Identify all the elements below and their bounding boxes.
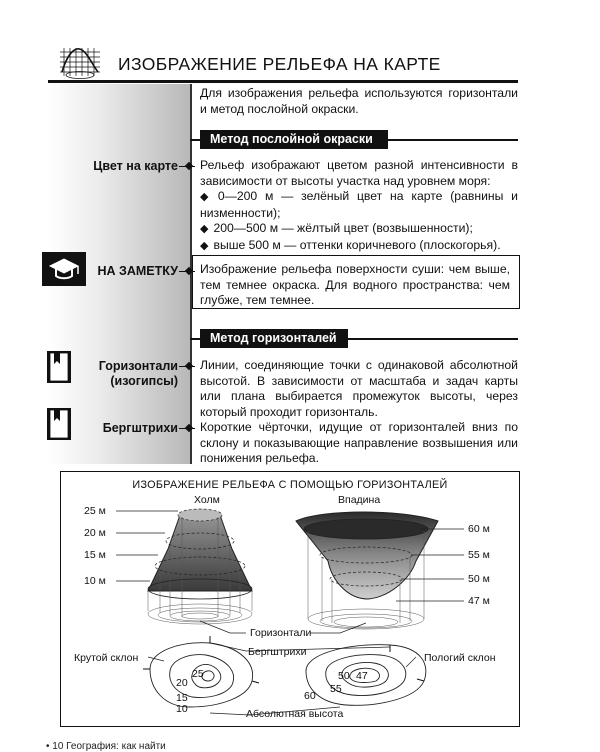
bergstrokes-caption: Бергштрихи <box>248 646 307 658</box>
contours-label-line1: Горизонтали <box>98 359 178 373</box>
depression-map-value: 55 <box>330 683 342 695</box>
hill-level-label: 15 м <box>84 549 106 561</box>
graduation-cap-icon <box>42 252 86 286</box>
bergstrokes-label: Бергштрихи <box>102 421 178 435</box>
bullet-item: выше 500 м — оттенки коричневого (плоскогорья). <box>213 237 501 252</box>
page-footer: • 10 География: как найти <box>46 741 166 752</box>
intro-text: Для изображения рельефа используются горизонтали и метод послойной окраски. <box>200 86 518 116</box>
depression-level-label: 60 м <box>468 523 490 535</box>
relief-figure-drawing <box>60 471 520 727</box>
depression-map-value: 50 <box>338 670 350 682</box>
hill-shape <box>148 509 252 599</box>
gentle-slope-caption: Пологий склон <box>424 652 496 664</box>
contours-definition: Линии, соединяющие точки с одинаковой абсолютной высотой. В зависимости от масштаба и задач карты или плана выбирается промежуток высоты, через который проходит горизонталь. <box>200 358 518 419</box>
bergstrokes-definition: Короткие чёрточки, идущие от горизонталей вниз по склону и показывающие направление возвышения или понижения рельефа. <box>200 420 518 466</box>
bullet-diamond-icon: ◆ <box>200 191 213 204</box>
hill-map-value: 15 <box>176 692 188 704</box>
hill-map-value: 25 <box>192 668 204 680</box>
hill-label: Холм <box>194 494 220 506</box>
contours-label <box>80 359 178 389</box>
bookmark-book-icon <box>46 350 72 384</box>
page-title: ИЗОБРАЖЕНИЕ РЕЛЬЕФА НА КАРТЕ <box>118 54 441 74</box>
depression-map-value: 60 <box>304 690 316 702</box>
hill-level-label: 20 м <box>84 527 106 539</box>
layered-coloring-text <box>200 158 518 255</box>
depression-level-label: 47 м <box>468 595 490 607</box>
note-label: НА ЗАМЕТКУ <box>97 264 178 278</box>
section1-title: Метод послойной окраски <box>200 130 388 149</box>
depression-level-label: 50 м <box>468 573 490 585</box>
note-text: Изображение рельефа поверхности суши: чем выше, тем темнее окраска. Для водного пространства: чем глубже, тем темнее. <box>200 262 510 308</box>
hill-level-label: 10 м <box>84 575 106 587</box>
bullet-item: 200—500 м — жёлтый цвет (возвышенности); <box>213 221 473 236</box>
absolute-height-caption: Абсолютная высота <box>246 708 344 720</box>
layered-coloring-description: Рельеф изображают цветом разной интенсивности в зависимости от высоты участка над уровнем моря: <box>200 158 518 188</box>
header-divider <box>48 80 518 83</box>
hill-map-value: 10 <box>176 703 188 715</box>
bergstroke-ticks <box>143 636 424 683</box>
bullet-item: 0—200 м — зелёный цвет на карте (равнины и низменности); <box>200 189 518 220</box>
section2-title: Метод горизонталей <box>200 329 348 348</box>
contours-label-line2: (изогипсы) <box>110 374 178 388</box>
hill-map-value: 20 <box>176 677 188 689</box>
relief-map-icon <box>58 42 102 80</box>
steep-slope-caption: Крутой склон <box>74 652 139 664</box>
bullet-diamond-icon: ◆ <box>200 239 209 252</box>
depression-shape <box>296 512 438 599</box>
bookmark-book-icon <box>46 407 72 441</box>
bullet-diamond-icon: ◆ <box>200 223 209 236</box>
color-on-map-label: Цвет на карте <box>93 159 178 173</box>
depression-map-value: 47 <box>356 670 368 682</box>
figure-title: ИЗОБРАЖЕНИЕ РЕЛЬЕФА С ПОМОЩЬЮ ГОРИЗОНТАЛЕЙ <box>132 479 448 491</box>
contours-caption: Горизонтали <box>250 627 312 639</box>
depression-label: Впадина <box>338 494 381 506</box>
hill-level-label: 25 м <box>84 505 106 517</box>
depression-level-label: 55 м <box>468 549 490 561</box>
